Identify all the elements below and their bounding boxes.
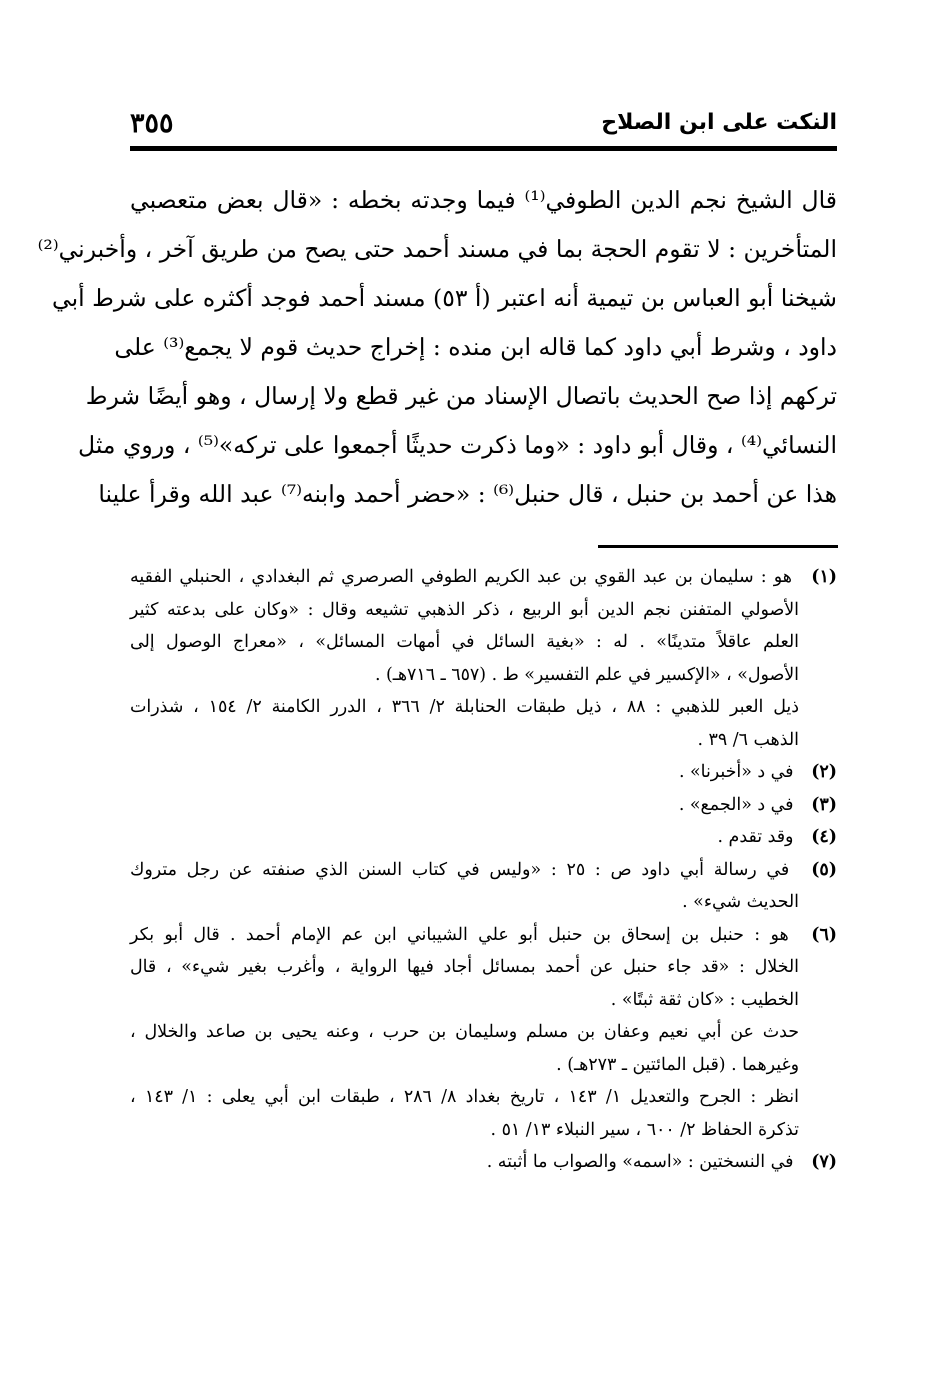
footnote-text: وقد تقدم .	[717, 827, 794, 847]
footnote-text: الحديث شيء» .	[682, 892, 799, 912]
footnote-text: هو : سليمان بن عبد القوي بن عبد الكريم الطوفي الصرصري ثم البغدادي ، الحنبلي الفقيه	[130, 567, 792, 587]
main-text	[37, 176, 838, 519]
footnote-number: (١)	[811, 567, 838, 587]
footnote-number: (٢)	[811, 762, 837, 782]
footnotes	[130, 561, 837, 1179]
footnote-text: في د «أخبرنا» .	[678, 762, 794, 782]
footnote-text: تذكرة الحفاظ ٢/ ٦٠٠ ، سير النبلاء ١٣/ ٥١ .	[490, 1119, 799, 1140]
page-header	[130, 108, 837, 144]
footnote-text: العلم عاقلاً متدينًا» . له : «بغية السائل في أمهات المسائل» ، «معراج الوصول إلى	[130, 632, 799, 652]
footnote-2	[130, 756, 837, 789]
footnote-4	[130, 821, 837, 854]
footnote-1	[130, 561, 837, 756]
footnote-5	[130, 854, 837, 919]
footnote-text: في د «الجمع» .	[678, 794, 794, 815]
footnote-text: الذهب ٦/ ٣٩ .	[697, 729, 799, 750]
footnote-number: (٣)	[811, 794, 837, 815]
footnote-text: الأصول» ، «الإكسير في علم التفسير» ط . (٦٥٧ ـ ٧١٦هـ) .	[374, 664, 799, 685]
footnote-separator	[598, 545, 838, 548]
footnote-7	[130, 1146, 837, 1179]
footnote-text: هو : حنبل بن إسحاق بن حنبل أبو علي الشيباني ابن عم الإمام أحمد . قال أبو بكر	[130, 924, 789, 945]
footnote-text: الخلال : «قد جاء حنبل عن أحمد بمسائل أجاد فيها الرواية ، وأغرب بغير شيء» ، قال	[130, 957, 799, 977]
footnote-number: (٦)	[811, 924, 838, 945]
footnote-3	[130, 789, 837, 822]
footnote-number: (٤)	[811, 827, 837, 847]
page-number: ٣٥٥	[130, 108, 174, 139]
footnote-number: (٥)	[811, 859, 837, 880]
body-line: هذا عن أحمد بن حنبل ، قال حنبل⁽⁶⁾ : «حضر أحمد وابنه⁽⁷⁾ عبد الله وقرأ علينا	[98, 480, 837, 508]
footnote-text: في النسختين : «اسمه» والصواب ما أثبته .	[486, 1152, 794, 1172]
footnote-text: حدث عن أبي نعيم وعفان بن مسلم وسليمان بن حرب ، وعنه يحيى بن صاعد والخلال ،	[130, 1022, 799, 1042]
footnote-text: الخطيب : «كان ثقة ثبتًا» .	[610, 989, 799, 1010]
body-line: النسائي⁽⁴⁾ ، وقال أبو داود : «وما ذكرت حديثًا أجمعوا على تركه»⁽⁵⁾ ، وروي مثل	[78, 431, 837, 459]
footnote-text: ذيل العبر للذهبي : ٨٨ ، ذيل طبقات الحنابلة ٢/ ٣٦٦ ، الدرر الكامنة ٢/ ١٥٤ ، شذرات	[130, 697, 800, 717]
body-line: داود ، وشرط أبي داود كما قاله ابن منده : إخراج حديث قوم لا يجمع⁽³⁾ على	[114, 333, 837, 361]
body-line: المتأخرين : لا تقوم الحجة بما في مسند أحمد حتى يصح من طريق آخر ، وأخبرني⁽²⁾	[37, 235, 837, 263]
body-line: شيخنا أبو العباس بن تيمية أنه اعتبر (أ ٥٣) مسند أحمد فوجد أكثره على شرط أبي	[52, 284, 837, 312]
footnote-text: الأصولي المتفنن نجم الدين أبو الربيع ، ذكر الذهبي تشيعه وقال : «وكان على بدعته كثير	[130, 599, 799, 620]
running-title: النكت على ابن الصلاح	[601, 110, 837, 135]
footnote-text: في رسالة أبي داود ص : ٢٥ : «وليس في كتاب السنن الذي صنفته عن رجل متروك	[130, 859, 790, 880]
footnote-6	[130, 919, 837, 1147]
footnote-text: وغيرهما . (قبل المائتين ـ ٢٧٣هـ) .	[556, 1054, 799, 1075]
body-line: تركهم إذا صح الحديث باتصال الإسناد من غير قطع ولا إرسال ، وهو أيضًا شرط	[85, 382, 837, 410]
header-rule	[130, 146, 837, 151]
footnote-text: انظر : الجرح والتعديل ١/ ١٤٣ ، تاريخ بغداد ٨/ ٢٨٦ ، طبقات ابن أبي يعلى : ١/ ١٤٣ ،	[130, 1087, 799, 1107]
footnote-number: (٧)	[811, 1152, 837, 1172]
body-line: قال الشيخ نجم الدين الطوفي⁽¹⁾ فيما وجدته بخطه : «قال بعض متعصبي	[130, 186, 838, 214]
